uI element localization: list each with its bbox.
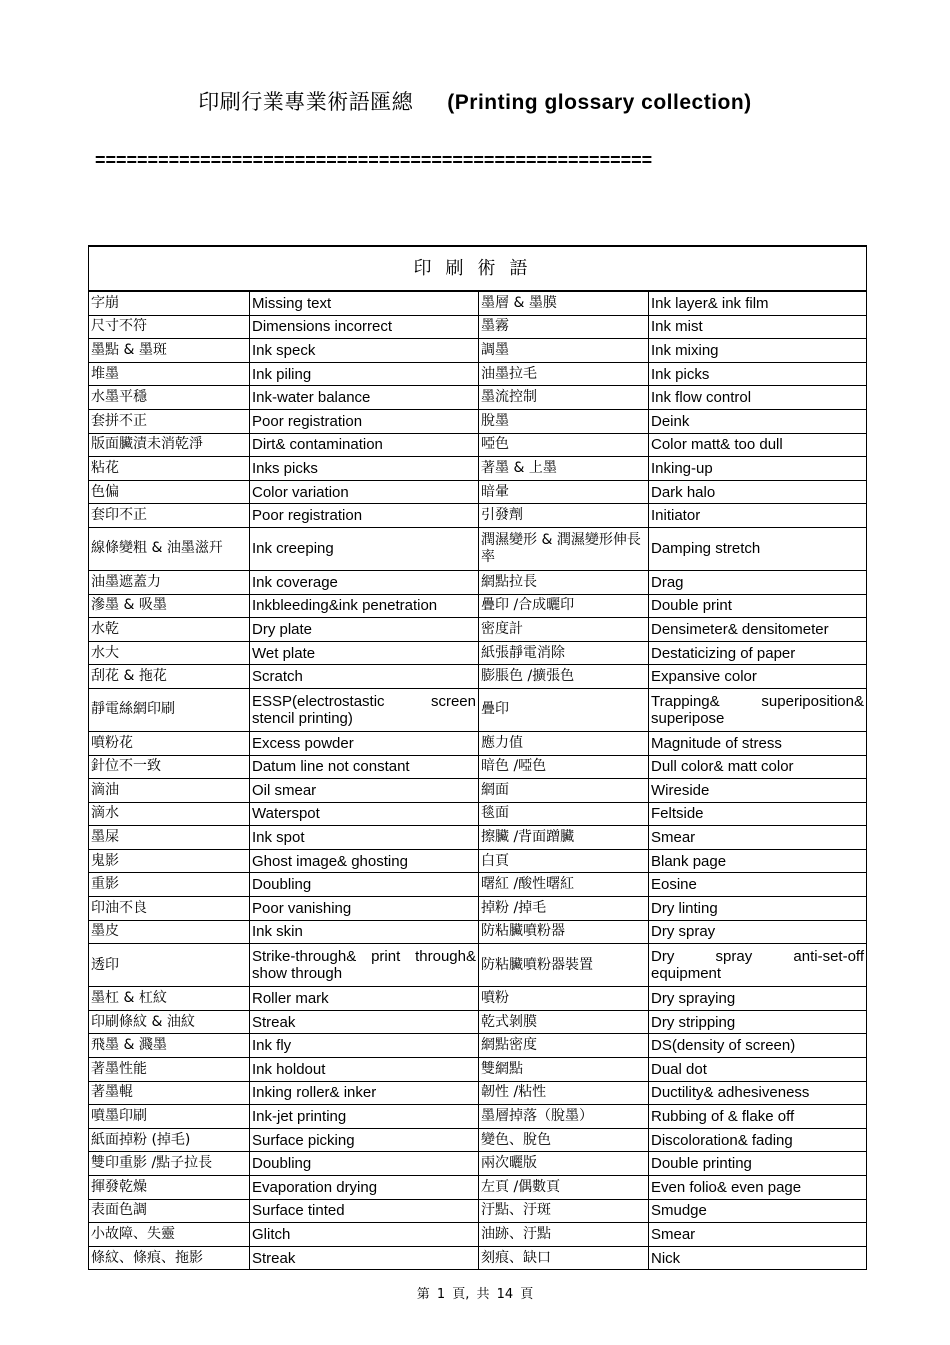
table-row — [89, 873, 867, 897]
table-cell-term-zh: 鬼影 — [89, 849, 250, 873]
table-row — [89, 688, 867, 731]
table-cell-term-en: Expansive color — [649, 665, 867, 689]
table-header-row — [89, 246, 867, 291]
table-cell-term-en: Strike-through& print through& show through — [250, 944, 479, 987]
table-cell-term-zh: 調墨 — [479, 339, 649, 363]
table-cell-term-en: Doubling — [250, 873, 479, 897]
table-cell-term-en: Smear — [649, 1223, 867, 1247]
table-row — [89, 802, 867, 826]
table-cell-term-en: Drag — [649, 570, 867, 594]
table-cell-term-zh: 白頁 — [479, 849, 649, 873]
table-cell-term-zh: 左頁 /偶數頁 — [479, 1176, 649, 1200]
table-cell-term-en: Wireside — [649, 779, 867, 803]
table-row — [89, 386, 867, 410]
table-row — [89, 1223, 867, 1247]
table-cell-term-zh: 疊印 /合成曬印 — [479, 594, 649, 618]
table-cell-term-en: Surface picking — [250, 1128, 479, 1152]
table-cell-term-en: Ink skin — [250, 920, 479, 944]
table-row — [89, 315, 867, 339]
table-cell-term-zh: 套印不正 — [89, 504, 250, 528]
table-row — [89, 897, 867, 921]
table-cell-term-zh: 應力值 — [479, 731, 649, 755]
table-cell-term-zh: 水墨平穩 — [89, 386, 250, 410]
table-cell-term-zh: 噴墨印刷 — [89, 1105, 250, 1129]
table-cell-term-zh: 墨杠 & 杠紋 — [89, 987, 250, 1011]
table-cell-term-zh: 墨流控制 — [479, 386, 649, 410]
table-cell-term-en: DS(density of screen) — [649, 1034, 867, 1058]
table-cell-term-zh: 尺寸不符 — [89, 315, 250, 339]
table-cell-term-zh: 重影 — [89, 873, 250, 897]
table-cell-term-zh: 揮發乾燥 — [89, 1176, 250, 1200]
table-cell-term-en: Streak — [250, 1010, 479, 1034]
table-cell-term-zh: 雙印重影 /點子拉長 — [89, 1152, 250, 1176]
table-cell-term-zh: 墨屎 — [89, 826, 250, 850]
table-cell-term-zh: 潤濕變形 & 潤濕變形伸長率 — [479, 527, 649, 570]
table-row — [89, 570, 867, 594]
table-cell-term-zh: 網點密度 — [479, 1034, 649, 1058]
table-cell-term-en: Glitch — [250, 1223, 479, 1247]
table-cell-term-zh: 暗色 /啞色 — [479, 755, 649, 779]
table-cell-term-zh: 著墨輥 — [89, 1081, 250, 1105]
table-row — [89, 1246, 867, 1270]
table-cell-term-zh: 擦臟 /背面蹭臟 — [479, 826, 649, 850]
table-row — [89, 480, 867, 504]
table-cell-term-en: Ink layer& ink film — [649, 291, 867, 315]
title-chinese: 印刷行業專業術語匯總 — [198, 90, 414, 114]
table-cell-term-en: Deink — [649, 409, 867, 433]
table-cell-term-zh: 墨點 & 墨斑 — [89, 339, 250, 363]
table-row — [89, 1010, 867, 1034]
table-row — [89, 433, 867, 457]
page-footer: 第 1 頁, 共 14 頁 — [416, 1287, 534, 1302]
table-row — [89, 1081, 867, 1105]
table-cell-term-en: Dual dot — [649, 1058, 867, 1082]
table-cell-term-zh: 暗暈 — [479, 480, 649, 504]
table-cell-term-en: Double printing — [649, 1152, 867, 1176]
table-cell-term-en: Initiator — [649, 504, 867, 528]
table-cell-term-en: Dry plate — [250, 618, 479, 642]
table-row — [89, 1152, 867, 1176]
table-cell-term-en: Color matt& too dull — [649, 433, 867, 457]
table-cell-term-en: Ink creeping — [250, 527, 479, 570]
table-cell-term-zh: 脫墨 — [479, 409, 649, 433]
table-cell-term-zh: 網面 — [479, 779, 649, 803]
table-row — [89, 504, 867, 528]
table-cell-term-en: Datum line not constant — [250, 755, 479, 779]
table-row — [89, 1034, 867, 1058]
table-row — [89, 987, 867, 1011]
table-cell-term-en: Ink coverage — [250, 570, 479, 594]
table-cell-term-zh: 引發劑 — [479, 504, 649, 528]
table-cell-term-en: Inks picks — [250, 457, 479, 481]
table-row — [89, 641, 867, 665]
table-cell-term-en: Ink flow control — [649, 386, 867, 410]
table-cell-term-zh: 膨脹色 /擴張色 — [479, 665, 649, 689]
table-cell-term-zh: 色偏 — [89, 480, 250, 504]
table-cell-term-en: Inkbleeding&ink penetration — [250, 594, 479, 618]
table-row — [89, 594, 867, 618]
table-cell-term-zh: 油墨遮蓋力 — [89, 570, 250, 594]
table-cell-term-zh: 噴粉 — [479, 987, 649, 1011]
table-cell-term-zh: 噴粉花 — [89, 731, 250, 755]
table-cell-term-en: Densimeter& densitometer — [649, 618, 867, 642]
page-title — [0, 86, 950, 116]
table-cell-term-zh: 啞色 — [479, 433, 649, 457]
table-cell-term-zh: 兩次曬版 — [479, 1152, 649, 1176]
table-cell-term-en: Nick — [649, 1246, 867, 1270]
table-cell-term-en: Surface tinted — [250, 1199, 479, 1223]
table-cell-term-en: Ink piling — [250, 362, 479, 386]
table-row — [89, 618, 867, 642]
table-cell-term-zh: 油墨拉毛 — [479, 362, 649, 386]
table-cell-term-en: Ink-jet printing — [250, 1105, 479, 1129]
table-cell-term-zh: 靜電絲網印刷 — [89, 688, 250, 731]
table-row — [89, 362, 867, 386]
table-row — [89, 920, 867, 944]
table-cell-term-zh: 水大 — [89, 641, 250, 665]
table-cell-term-zh: 掉粉 /掉毛 — [479, 897, 649, 921]
table-row — [89, 755, 867, 779]
table-cell-term-en: Dry linting — [649, 897, 867, 921]
table-row — [89, 1176, 867, 1200]
table-cell-term-en: Dry stripping — [649, 1010, 867, 1034]
table-cell-term-en: Ink mixing — [649, 339, 867, 363]
table-cell-term-zh: 曙紅 /酸性曙紅 — [479, 873, 649, 897]
table-cell-term-en: Ink speck — [250, 339, 479, 363]
table-cell-term-zh: 透印 — [89, 944, 250, 987]
table-cell-term-zh: 墨皮 — [89, 920, 250, 944]
table-cell-term-zh: 印油不良 — [89, 897, 250, 921]
table-cell-term-zh: 刻痕、缺口 — [479, 1246, 649, 1270]
table-cell-term-en: Dimensions incorrect — [250, 315, 479, 339]
table-cell-term-en: Ink mist — [649, 315, 867, 339]
table-cell-term-zh: 防粘臟噴粉器裝置 — [479, 944, 649, 987]
table-cell-term-zh: 針位不一致 — [89, 755, 250, 779]
table-cell-term-zh: 滴水 — [89, 802, 250, 826]
table-cell-term-zh: 水乾 — [89, 618, 250, 642]
table-cell-term-en: Dry spraying — [649, 987, 867, 1011]
table-cell-term-en: Ductility& adhesiveness — [649, 1081, 867, 1105]
table-cell-term-en: Ghost image& ghosting — [250, 849, 479, 873]
table-row — [89, 1199, 867, 1223]
table-cell-term-zh: 網點拉長 — [479, 570, 649, 594]
table-cell-term-en: Ink spot — [250, 826, 479, 850]
table-cell-term-zh: 套拼不正 — [89, 409, 250, 433]
table-row — [89, 944, 867, 987]
table-cell-term-zh: 墨霧 — [479, 315, 649, 339]
table-cell-term-zh: 字崩 — [89, 291, 250, 315]
table-row — [89, 291, 867, 315]
table-cell-term-en: Discoloration& fading — [649, 1128, 867, 1152]
table-cell-term-en: Trapping& superiposition& superipose — [649, 688, 867, 731]
table-row — [89, 665, 867, 689]
table-cell-term-zh: 小故障、失靈 — [89, 1223, 250, 1247]
table-cell-term-en: Ink fly — [250, 1034, 479, 1058]
table-cell-term-en: Ink picks — [649, 362, 867, 386]
table-cell-term-en: Smudge — [649, 1199, 867, 1223]
table-cell-term-en: Magnitude of stress — [649, 731, 867, 755]
table-cell-term-en: Wet plate — [250, 641, 479, 665]
separator-rule: ===================================================== — [95, 150, 653, 170]
table-row — [89, 779, 867, 803]
table-cell-term-en: Oil smear — [250, 779, 479, 803]
table-cell-term-zh: 粘花 — [89, 457, 250, 481]
table-cell-term-zh: 油跡、汙點 — [479, 1223, 649, 1247]
table-cell-term-zh: 密度計 — [479, 618, 649, 642]
table-cell-term-zh: 防粘臟噴粉器 — [479, 920, 649, 944]
table-cell-term-zh: 刮花 & 拖花 — [89, 665, 250, 689]
table-cell-term-en: Smear — [649, 826, 867, 850]
table-cell-term-zh: 乾式剝膜 — [479, 1010, 649, 1034]
table-cell-term-en: Even folio& even page — [649, 1176, 867, 1200]
table-cell-term-en: Scratch — [250, 665, 479, 689]
table-cell-term-zh: 版面臟漬未消乾淨 — [89, 433, 250, 457]
table-row — [89, 731, 867, 755]
table-cell-term-zh: 毯面 — [479, 802, 649, 826]
table-cell-term-en: Dry spray anti-set-off equipment — [649, 944, 867, 987]
table-cell-term-zh: 著墨 & 上墨 — [479, 457, 649, 481]
table-cell-term-zh: 紙張靜電消除 — [479, 641, 649, 665]
table-cell-term-zh: 飛墨 & 濺墨 — [89, 1034, 250, 1058]
table-cell-term-en: Dark halo — [649, 480, 867, 504]
glossary-body — [89, 246, 867, 1270]
table-cell-term-en: Dirt& contamination — [250, 433, 479, 457]
table-cell-term-zh: 墨層掉落（脫墨） — [479, 1105, 649, 1129]
table-row — [89, 849, 867, 873]
table-cell-term-zh: 紙面掉粉 (掉毛) — [89, 1128, 250, 1152]
table-cell-term-zh: 表面色調 — [89, 1199, 250, 1223]
table-cell-term-en: ESSP(electrostastic screen stencil printing) — [250, 688, 479, 731]
table-cell-term-en: Dry spray — [649, 920, 867, 944]
table-cell-term-zh: 墨層 & 墨膜 — [479, 291, 649, 315]
table-cell-term-en: Ink-water balance — [250, 386, 479, 410]
table-cell-term-en: Double print — [649, 594, 867, 618]
table-cell-term-zh: 滴油 — [89, 779, 250, 803]
table-cell-term-en: Inking-up — [649, 457, 867, 481]
table-row — [89, 527, 867, 570]
table-cell-term-zh: 滲墨 & 吸墨 — [89, 594, 250, 618]
table-cell-term-zh: 線條變粗 & 油墨滋幵 — [89, 527, 250, 570]
table-cell-term-en: Waterspot — [250, 802, 479, 826]
title-english: (Printing glossary collection) — [447, 91, 752, 114]
table-row — [89, 826, 867, 850]
table-row — [89, 339, 867, 363]
table-cell-term-en: Dull color& matt color — [649, 755, 867, 779]
table-cell-term-en: Feltside — [649, 802, 867, 826]
table-cell-term-en: Ink holdout — [250, 1058, 479, 1082]
table-cell-term-zh: 著墨性能 — [89, 1058, 250, 1082]
table-cell-term-en: Color variation — [250, 480, 479, 504]
table-row — [89, 409, 867, 433]
table-cell-term-en: Poor registration — [250, 504, 479, 528]
table-cell-term-en: Doubling — [250, 1152, 479, 1176]
table-cell-term-zh: 疊印 — [479, 688, 649, 731]
table-cell-term-zh: 變色、脫色 — [479, 1128, 649, 1152]
table-cell-term-en: Rubbing of & flake off — [649, 1105, 867, 1129]
table-cell-term-zh: 堆墨 — [89, 362, 250, 386]
table-cell-term-en: Eosine — [649, 873, 867, 897]
table-cell-term-en: Missing text — [250, 291, 479, 315]
table-cell-term-en: Blank page — [649, 849, 867, 873]
table-cell-term-en: Poor vanishing — [250, 897, 479, 921]
table-row — [89, 1128, 867, 1152]
table-cell-term-en: Evaporation drying — [250, 1176, 479, 1200]
table-row — [89, 457, 867, 481]
table-cell-term-zh: 雙網點 — [479, 1058, 649, 1082]
table-row — [89, 1058, 867, 1082]
table-cell-term-en: Roller mark — [250, 987, 479, 1011]
table-cell-term-en: Streak — [250, 1246, 479, 1270]
table-cell-term-zh: 條紋、條痕、拖影 — [89, 1246, 250, 1270]
table-cell-term-en: Destaticizing of paper — [649, 641, 867, 665]
table-cell-term-en: Excess powder — [250, 731, 479, 755]
table-cell-term-en: Damping stretch — [649, 527, 867, 570]
table-header: 印刷術語 — [89, 246, 867, 291]
glossary-table — [88, 245, 867, 1270]
table-cell-term-zh: 韌性 /粘性 — [479, 1081, 649, 1105]
table-cell-term-en: Inking roller& inker — [250, 1081, 479, 1105]
table-cell-term-en: Poor registration — [250, 409, 479, 433]
table-cell-term-zh: 印刷條紋 & 油紋 — [89, 1010, 250, 1034]
table-cell-term-zh: 汙點、汙斑 — [479, 1199, 649, 1223]
table-row — [89, 1105, 867, 1129]
